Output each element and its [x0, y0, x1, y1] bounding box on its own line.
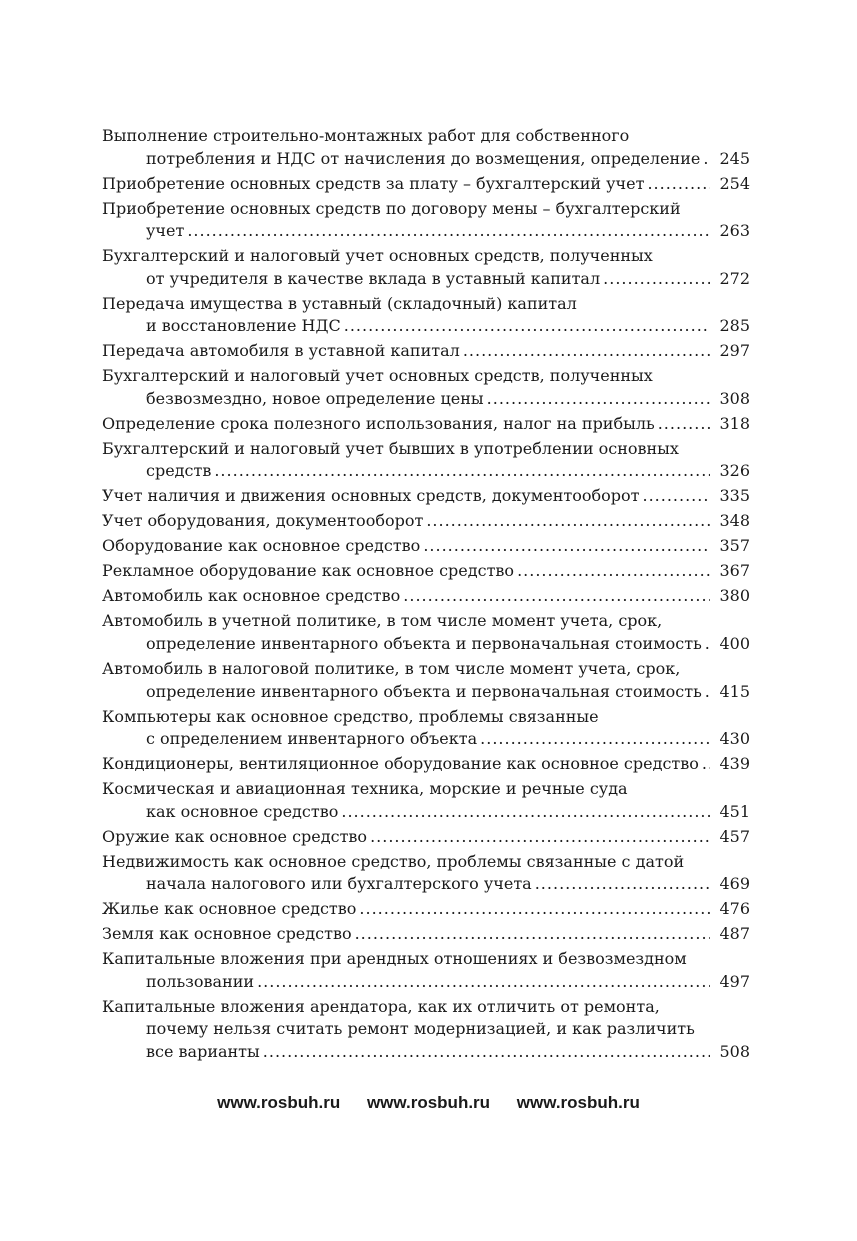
toc-entry[interactable]: [102, 560, 750, 583]
dot-leader: [426, 510, 710, 533]
toc-entry-title-line: Жилье как основное средство: [102, 899, 357, 919]
footer-link[interactable]: www.rosbuh.ru: [516, 1093, 640, 1112]
dot-leader: [257, 971, 710, 994]
toc-page-number: 451: [719, 801, 750, 821]
toc-entry[interactable]: [102, 245, 750, 290]
dot-leader: [403, 585, 710, 608]
dot-leader: [480, 728, 710, 751]
toc-entry-title-line: Кондиционеры, вентиляционное оборудование как основное средство: [102, 754, 699, 774]
toc-page-number: 439: [719, 754, 750, 774]
toc-entry[interactable]: [102, 778, 750, 823]
toc-entry-title-line: Бухгалтерский и налоговый учет бывших в употреблении основных: [102, 438, 679, 458]
toc-page-number: 263: [719, 221, 750, 241]
toc-entry[interactable]: [102, 826, 750, 849]
toc-entry-title-line: Компьютеры как основное средство, проблемы связанные: [102, 706, 599, 726]
dot-leader: [355, 923, 711, 946]
toc-entry-title-line: Бухгалтерский и налоговый учет основных средств, полученных: [102, 246, 653, 266]
toc-entry[interactable]: [102, 510, 750, 533]
toc-entry[interactable]: [102, 485, 750, 508]
toc-page-number: 400: [719, 633, 750, 653]
toc-entry[interactable]: [102, 658, 750, 703]
toc-page-number: 497: [719, 971, 750, 991]
toc-page-number: 476: [719, 899, 750, 919]
toc-entry[interactable]: [102, 706, 750, 751]
toc-entry[interactable]: [102, 753, 750, 776]
toc-page-number: 318: [719, 413, 750, 433]
dot-leader: [705, 633, 711, 656]
toc-page-number: 245: [719, 148, 750, 168]
toc-page-number: 335: [719, 486, 750, 506]
toc-entry-title-line: Космическая и авиационная техника, морские и речные суда: [102, 779, 628, 799]
toc-entry-title-line: все варианты: [146, 1041, 260, 1061]
toc-entry[interactable]: [102, 851, 750, 896]
toc-entry-title-line: Учет наличия и движения основных средств, документооборот: [102, 486, 640, 506]
toc-entry-title-line: от учредителя в качестве вклада в уставный капитал: [146, 268, 601, 288]
dot-leader: [705, 681, 711, 704]
toc-entry-title-line: Капитальные вложения при арендных отношениях и безвозмездном: [102, 949, 687, 969]
toc-entry-title-line: Автомобиль в налоговой политике, в том числе момент учета, срок,: [102, 658, 681, 678]
toc-entry[interactable]: [102, 610, 750, 655]
toc-entry[interactable]: [102, 996, 750, 1064]
toc-entry-title-line: Недвижимость как основное средство, проблемы связанные с датой: [102, 851, 685, 871]
toc-page-number: 285: [719, 316, 750, 336]
toc-entry-title-line: безвозмездно, новое определение цены: [146, 388, 484, 408]
toc-page-number: 357: [719, 536, 750, 556]
dot-leader: [187, 220, 710, 243]
toc-page-number: 348: [719, 511, 750, 531]
toc-page-number: 367: [719, 561, 750, 581]
toc-entry-title-line: с определением инвентарного объекта: [146, 729, 478, 749]
toc-entry[interactable]: [102, 585, 750, 608]
toc-entry-title-line: Автомобиль в учетной политике, в том числе момент учета, срок,: [102, 611, 663, 631]
dot-leader: [341, 801, 710, 824]
toc-page-number: 487: [719, 924, 750, 944]
toc-entry[interactable]: [102, 923, 750, 946]
dot-leader: [603, 268, 710, 291]
dot-leader: [359, 898, 710, 921]
dot-leader: [658, 413, 711, 436]
table-of-contents: [102, 125, 750, 1066]
toc-entry[interactable]: [102, 198, 750, 243]
dot-leader: [263, 1041, 711, 1064]
toc-page-number: 380: [719, 586, 750, 606]
toc-entry-title-line: Автомобиль как основное средство: [102, 586, 401, 606]
toc-entry[interactable]: [102, 293, 750, 338]
toc-entry[interactable]: [102, 948, 750, 993]
dot-leader: [344, 315, 711, 338]
toc-entry-title-line: Передача имущества в уставный (складочный) капитал: [102, 293, 577, 313]
toc-entry[interactable]: [102, 535, 750, 558]
footer-link[interactable]: www.rosbuh.ru: [366, 1093, 491, 1112]
toc-entry-title-line: Приобретение основных средств по договору мены – бухгалтерский: [102, 198, 681, 218]
toc-entry-title-line: и восстановление НДС: [146, 316, 341, 336]
toc-entry-title-line: Бухгалтерский и налоговый учет основных средств, полученных: [102, 366, 653, 386]
toc-entry[interactable]: [102, 125, 750, 170]
toc-entry-title-line: Земля как основное средство: [102, 924, 352, 944]
toc-entry-title-line: начала налогового или бухгалтерского учета: [146, 874, 532, 894]
toc-entry-title-line: пользовании: [146, 971, 255, 991]
dot-leader: [517, 560, 710, 583]
toc-entry[interactable]: [102, 413, 750, 436]
dot-leader: [463, 340, 711, 363]
dot-leader: [487, 388, 711, 411]
dot-leader: [370, 826, 710, 849]
toc-entry[interactable]: [102, 365, 750, 410]
toc-entry[interactable]: [102, 340, 750, 363]
toc-entry-title-line: определение инвентарного объекта и первоначальная стоимость: [146, 681, 702, 701]
toc-entry-title-line: Приобретение основных средств за плату – бухгалтерский учет: [102, 173, 645, 193]
toc-page-number: 457: [719, 826, 750, 846]
toc-page-number: 297: [719, 341, 750, 361]
toc-entry-title-line: потребления и НДС от начисления до возмещения, определение: [146, 148, 701, 168]
toc-entry-title-line: Оружие как основное средство: [102, 826, 368, 846]
toc-entry-title-line: Определение срока полезного использования, налог на прибыль: [102, 413, 655, 433]
toc-entry-title-line: Учет оборудования, документооборот: [102, 511, 424, 531]
toc-page-number: 254: [719, 173, 750, 193]
toc-page-number: 272: [719, 268, 750, 288]
dot-leader: [702, 753, 711, 776]
toc-entry-title-line: средств: [146, 461, 212, 481]
toc-page-number: 430: [719, 729, 750, 749]
toc-entry[interactable]: [102, 898, 750, 921]
toc-entry-title-line: определение инвентарного объекта и первоначальная стоимость: [146, 633, 702, 653]
toc-page-number: 308: [719, 388, 750, 408]
dot-leader: [647, 173, 710, 196]
toc-entry-title-line: Оборудование как основное средство: [102, 536, 421, 556]
footer-link[interactable]: www.rosbuh.ru: [217, 1093, 341, 1112]
dot-leader: [535, 873, 711, 896]
toc-page-number: 508: [719, 1041, 750, 1061]
toc-entry-title-line: Рекламное оборудование как основное средство: [102, 561, 515, 581]
toc-page-number: 326: [719, 461, 750, 481]
toc-page-number: 415: [719, 681, 750, 701]
toc-entry-title-line: как основное средство: [146, 801, 339, 821]
dot-leader: [214, 460, 710, 483]
dot-leader: [423, 535, 710, 558]
toc-page-number: 469: [719, 874, 750, 894]
toc-entry-title-line: почему нельзя считать ремонт модернизацией, и как различить: [146, 1019, 695, 1039]
dot-leader: [703, 148, 710, 171]
toc-entry-title-line: учет: [146, 221, 185, 241]
dot-leader: [642, 485, 710, 508]
toc-entry-title-line: Выполнение строительно-монтажных работ для собственного: [102, 126, 630, 145]
toc-entry-title-line: Передача автомобиля в уставной капитал: [102, 341, 460, 361]
toc-entry[interactable]: [102, 438, 750, 483]
toc-entry-title-line: Капитальные вложения арендатора, как их отличить от ремонта,: [102, 996, 660, 1016]
footer: [0, 1093, 857, 1113]
toc-entry[interactable]: [102, 173, 750, 196]
